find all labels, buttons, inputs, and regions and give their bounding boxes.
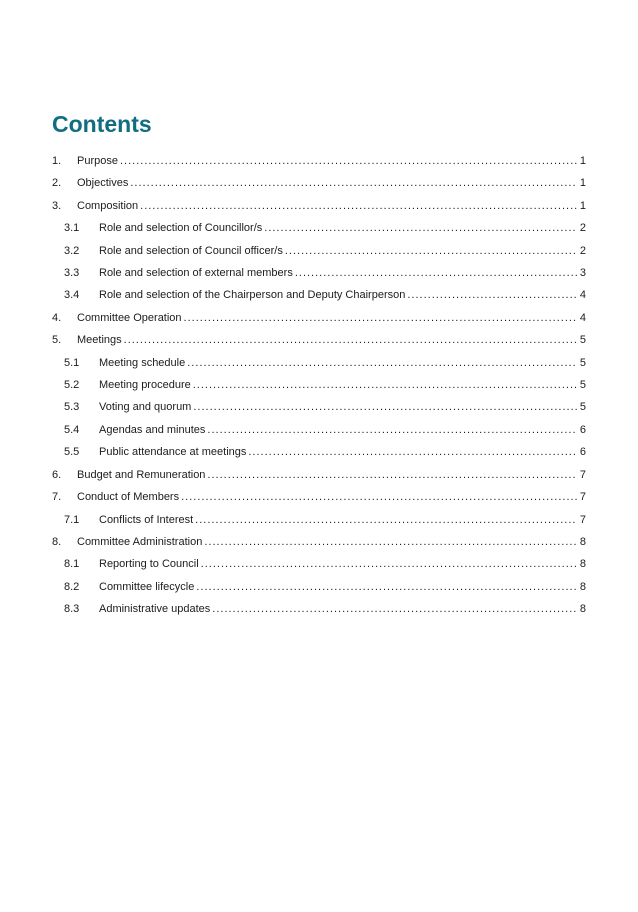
toc-entry-page: 5 [579,334,586,347]
toc-entry-page: 1 [579,199,586,212]
toc-entry[interactable] [52,576,586,598]
dot-leader [196,576,577,598]
toc-entry-number: 7.1 [64,513,80,526]
dot-leader [204,531,577,553]
toc-entry-label: Purpose [77,155,118,167]
toc-entry-label: Voting and quorum [99,401,192,414]
toc-entry-page: 1 [579,155,586,167]
dot-leader [195,509,577,531]
toc-entry-number: 8.1 [64,558,80,571]
toc-entry-label: Objectives [77,177,129,190]
dot-leader [140,195,577,217]
toc-entry-label: Administrative updates [99,603,211,616]
dot-leader [285,240,577,262]
toc-entry[interactable] [52,374,586,396]
toc-entry-number: 5.4 [64,423,80,436]
toc-entry-page: 8 [579,603,586,616]
toc-entry-number: 5.1 [64,356,80,369]
toc-entry-label: Composition [77,199,139,212]
toc-entry[interactable] [52,195,586,217]
toc-entry[interactable] [52,217,586,239]
toc-entry-page: 6 [579,446,586,459]
toc-entry-page: 2 [579,222,586,235]
toc-entry-label: Role and selection of external members [99,267,293,280]
dot-leader [212,598,577,620]
toc-entry-label: Meeting schedule [99,356,186,369]
toc-entry[interactable] [52,172,586,194]
toc-entry-label: Meetings [77,334,122,347]
toc-entry[interactable] [52,352,586,374]
toc-entry-page: 3 [579,267,586,280]
toc-entry[interactable] [52,284,586,306]
toc-entry-number: 8. [52,535,62,548]
dot-leader [264,217,577,239]
toc-entry-page: 5 [579,401,586,414]
toc-entry-number: 5. [52,334,62,347]
toc-entry-page: 1 [579,177,586,190]
toc-entry-label: Budget and Remuneration [77,468,206,481]
toc-entry-number: 8.3 [64,603,80,616]
toc-entry[interactable] [52,531,586,553]
toc-entry-number: 3.1 [64,222,80,235]
toc-entry-page: 7 [579,468,586,481]
toc-entry-page: 2 [579,244,586,257]
toc-entry-page: 8 [579,558,586,571]
toc-entry-number: 4. [52,311,62,324]
toc-entry-number: 3. [52,199,62,212]
dot-leader [130,172,577,194]
toc-entry-page: 5 [579,356,586,369]
toc-entry-number: 5.2 [64,379,80,392]
dot-leader [124,329,577,351]
dot-leader [181,486,577,508]
dot-leader [207,419,577,441]
toc-entry-number: 3.4 [64,289,80,302]
toc-entry-page: 5 [579,379,586,392]
toc-entry[interactable] [52,464,586,486]
toc-entry-page: 8 [579,535,586,548]
toc-entry-label: Committee lifecycle [99,580,195,593]
dot-leader [187,352,577,374]
toc-entry-page: 4 [579,289,586,302]
toc-entry-number: 5.3 [64,401,80,414]
toc-entry-number: 1. [52,155,62,167]
toc-entry[interactable] [52,598,586,620]
toc-entry-number: 6. [52,468,62,481]
toc-entry[interactable] [52,486,586,508]
toc-entry-label: Role and selection of Councillor/s [99,222,263,235]
toc-entry[interactable] [52,509,586,531]
dot-leader [120,150,577,172]
toc-entry-label: Role and selection of the Chairperson and Deputy Chairperson [99,289,406,302]
toc-entry-label: Public attendance at meetings [99,446,247,459]
toc-entry[interactable] [52,396,586,418]
toc-entry-page: 4 [579,311,586,324]
toc-entry-number: 8.2 [64,580,80,593]
toc-entry-label: Committee Operation [77,311,182,324]
toc-entry[interactable] [52,419,586,441]
toc-entry[interactable] [52,262,586,284]
dot-leader [201,553,577,575]
toc-entry-number: 5.5 [64,446,80,459]
toc-entry-number: 3.3 [64,267,80,280]
toc-entry[interactable] [52,150,586,172]
toc-entry[interactable] [52,441,586,463]
dot-leader [248,441,577,463]
toc-entry-label: Agendas and minutes [99,423,206,436]
toc-entry-number: 2. [52,177,62,190]
toc-list [52,150,586,621]
dot-leader [407,284,577,306]
dot-leader [207,464,577,486]
toc-entry[interactable] [52,307,586,329]
toc-entry-label: Meeting procedure [99,379,191,392]
dot-leader [295,262,577,284]
toc-entry-page: 7 [579,491,586,504]
toc-entry-page: 8 [579,580,586,593]
toc-entry-label: Committee Administration [77,535,203,548]
toc-entry-label: Conduct of Members [77,491,180,504]
toc-entry-label: Role and selection of Council officer/s [99,244,283,257]
toc-entry-label: Reporting to Council [99,558,199,571]
toc-entry-label: Conflicts of Interest [99,513,194,526]
dot-leader [193,396,577,418]
dot-leader [184,307,577,329]
toc-entry-number: 3.2 [64,244,80,257]
toc-entry-page: 6 [579,423,586,436]
toc-entry[interactable] [52,240,586,262]
toc-entry-number: 7. [52,491,62,504]
contents-heading: Contents [52,111,152,137]
dot-leader [193,374,577,396]
toc-entry[interactable] [52,329,586,351]
toc-entry-page: 7 [579,513,586,526]
toc-entry[interactable] [52,553,586,575]
